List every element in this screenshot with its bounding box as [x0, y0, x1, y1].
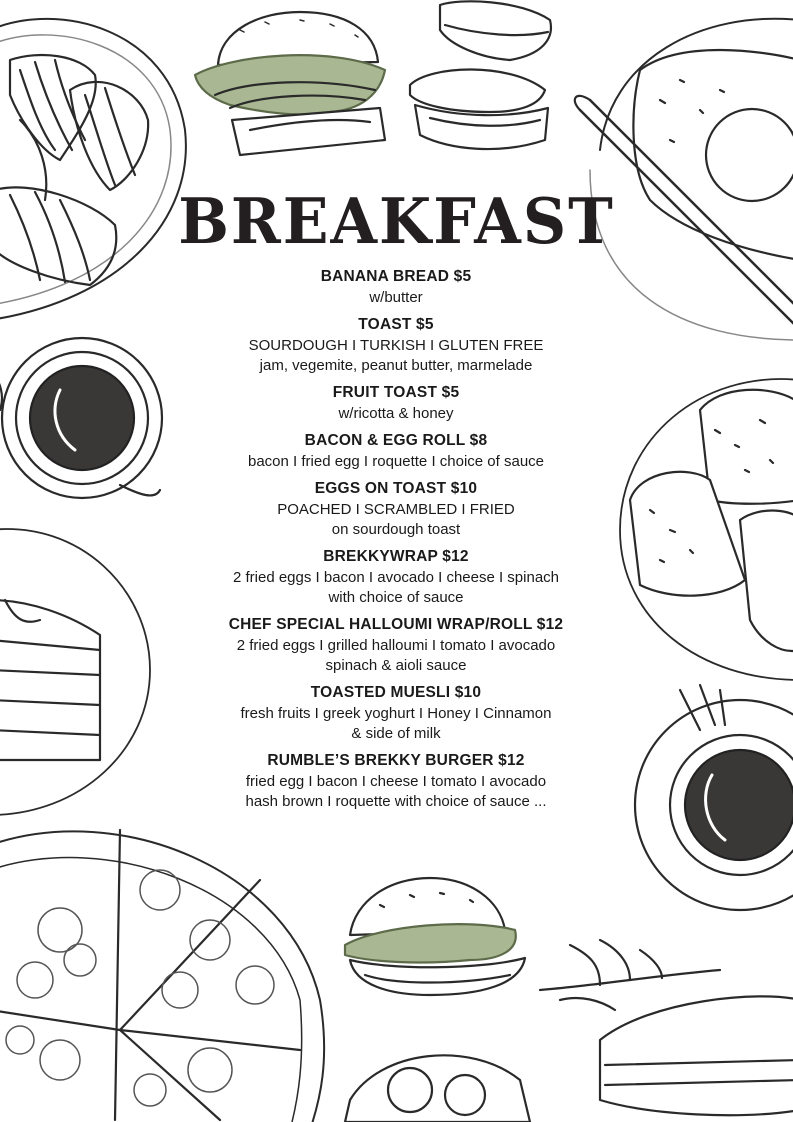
item-description: on sourdough toast: [331, 521, 461, 538]
item-description: 2 fried eggs I bacon I avocado I cheese I spinach: [232, 569, 560, 586]
menu-item: [146, 478, 646, 540]
item-name: TOASTED MUESLI $10: [310, 684, 482, 701]
item-name: TOAST $5: [358, 316, 434, 333]
item-description: POACHED I SCRAMBLED I FRIED: [277, 501, 515, 518]
item-description: w/ricotta & honey: [338, 405, 454, 422]
menu-item: [146, 546, 646, 608]
cake-plate-illustration: [0, 529, 150, 815]
item-description: & side of milk: [351, 725, 441, 742]
menu-item: [146, 314, 646, 376]
item-name: BREKKYWRAP $12: [323, 548, 469, 565]
item-description: SOURDOUGH I TURKISH I GLUTEN FREE: [248, 337, 544, 354]
menu-item: [146, 382, 646, 424]
menu-item: [146, 430, 646, 472]
coffee-cup-left-illustration: [0, 338, 162, 498]
menu-title: BREAKFAST: [178, 185, 615, 259]
item-name: CHEF SPECIAL HALLOUMI WRAP/ROLL $12: [228, 616, 564, 633]
item-description: jam, vegemite, peanut butter, marmelade: [259, 357, 533, 374]
item-name: FRUIT TOAST $5: [332, 384, 460, 401]
item-name: RUMBLE’S BREKKY BURGER $12: [267, 752, 525, 769]
item-description: fried egg I bacon I cheese I tomato I avocado: [245, 773, 547, 790]
item-description: 2 fried eggs I grilled halloumi I tomato I avocado: [236, 637, 556, 654]
menu-item: [146, 682, 646, 744]
item-description: fresh fruits I greek yoghurt I Honey I Cinnamon: [240, 705, 552, 722]
item-description: hash brown I roquette with choice of sauce ...: [245, 793, 547, 810]
bottom-burger-illustration: [345, 878, 525, 995]
eggs-bowl-illustration: [345, 1055, 530, 1122]
item-name: BACON & EGG ROLL $8: [304, 432, 488, 449]
top-burger-illustration: [195, 12, 385, 155]
menu-item: [146, 614, 646, 676]
pizza-illustration: [0, 830, 324, 1122]
menu-items: [146, 266, 646, 818]
coffee-cup-right-illustration: [635, 685, 793, 910]
item-description: w/butter: [369, 289, 423, 306]
menu-item: [146, 750, 646, 812]
item-name: EGGS ON TOAST $10: [314, 480, 478, 497]
herb-and-sandwich-illustration: [540, 940, 793, 1115]
menu-item: [146, 266, 646, 308]
item-description: spinach & aioli sauce: [325, 657, 467, 674]
small-sandwich-illustration: [410, 1, 551, 149]
item-name: BANANA BREAD $5: [320, 268, 472, 285]
item-description: with choice of sauce: [328, 589, 464, 606]
item-description: bacon I fried egg I roquette I choice of sauce: [247, 453, 545, 470]
